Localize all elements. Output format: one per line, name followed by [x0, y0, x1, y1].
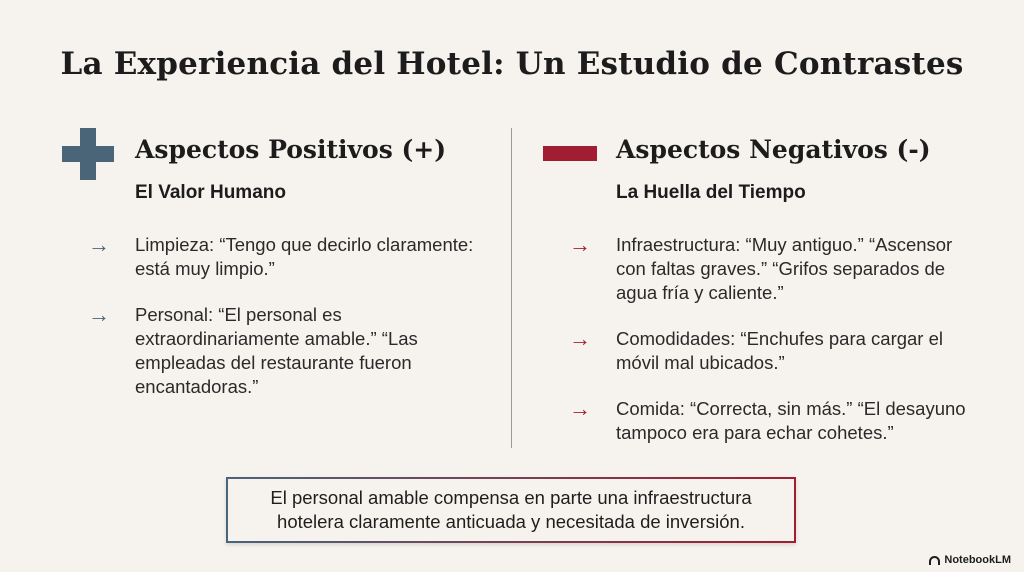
arrow-right-icon: →	[88, 232, 110, 257]
brand-badge	[929, 554, 1011, 566]
negative-column	[543, 126, 983, 467]
arrow-right-icon: →	[569, 232, 591, 257]
brand-label: NotebookLM	[944, 554, 1011, 566]
list-item	[62, 233, 482, 281]
column-divider	[511, 128, 512, 448]
item-text: Personal: “El personal es extraordinariamente amable.” “Las empleadas del restaurante fueron encantadoras.”	[135, 304, 418, 397]
positive-heading: Aspectos Positivos (+)	[135, 135, 447, 164]
list-item	[62, 303, 482, 399]
plus-icon	[62, 128, 114, 180]
list-item	[543, 327, 983, 375]
list-item	[543, 397, 983, 445]
item-text: Limpieza: “Tengo que decirlo claramente: está muy limpio.”	[135, 234, 474, 279]
arrow-right-icon: →	[88, 302, 110, 327]
item-text: Comodidades: “Enchufes para cargar el móvil mal ubicados.”	[616, 328, 944, 373]
notebooklm-logo-icon	[929, 556, 940, 565]
page-title: La Experiencia del Hotel: Un Estudio de Contrastes	[60, 46, 964, 82]
list-item	[543, 233, 983, 305]
summary-box	[226, 477, 796, 543]
arrow-right-icon: →	[569, 326, 591, 351]
positive-subheading: El Valor Humano	[135, 182, 286, 203]
item-text: Comida: “Correcta, sin más.” “El desayuno tampoco era para echar cohetes.”	[616, 398, 966, 443]
summary-text: El personal amable compensa en parte una infraestructura hotelera claramente anticuada y necesitada de inversión.	[270, 487, 752, 532]
positive-column	[62, 126, 482, 421]
arrow-right-icon: →	[569, 396, 591, 421]
minus-icon	[543, 146, 597, 161]
negative-subheading: La Huella del Tiempo	[616, 182, 806, 203]
negative-heading: Aspectos Negativos (-)	[616, 135, 931, 164]
item-text: Infraestructura: “Muy antiguo.” “Ascensor con faltas graves.” “Grifos separados de agua fría y caliente.”	[616, 234, 953, 303]
